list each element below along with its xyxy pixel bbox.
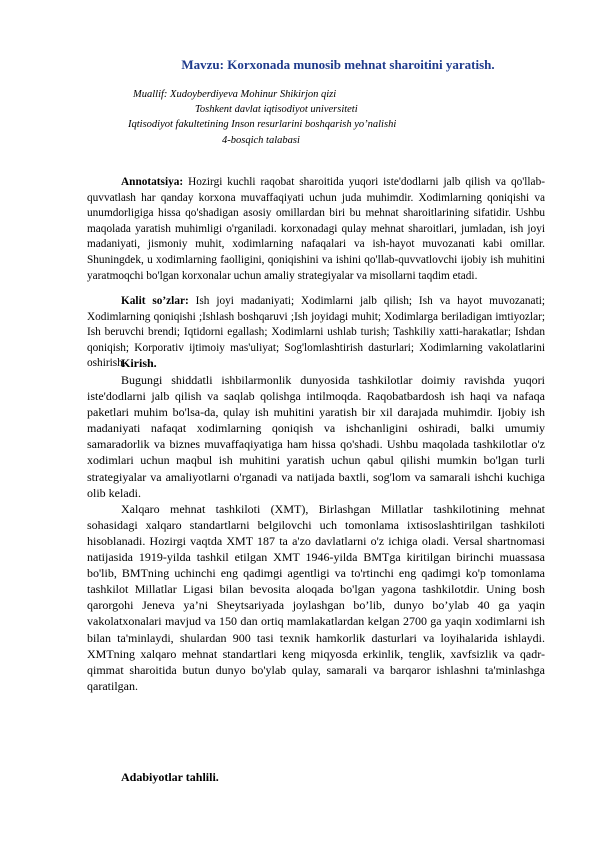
intro-section — [87, 372, 545, 694]
keywords-text: Ish joyi madaniyati; Xodimlarni jalb qilish; Ish va hayot muvozanati; Xodimlarning qoniqishi ;Ishlash boshqaruvi ;Ish joyidagi muhit; Xodimlarga beriladigan imtiyozlar; Ish beruvchi brendi; Iqtidorni egallash; Xodimlarni ushlab turish; Tashkiliy xatti-harakatlar; Ishdan qoniqish; Korporativ ijtimoiy mas'uliyat; Sog'lomlashtirish dasturlari; Xodimlarning vakolatlarini oshirish. — [87, 295, 545, 370]
abstract-paragraph — [87, 175, 545, 284]
abstract-label: Annotatsiya: — [121, 176, 184, 188]
literature-heading: Adabiyotlar tahlili. — [121, 770, 219, 784]
intro-paragraph-2: Xalqaro mehnat tashkiloti (XMT), Birlashgan Millatlar tashkilotining mehnat sohasidagi xalqaro standartlarni belgilovchi uch tomonlama ixtisoslashtirilgan tashkiloti hisoblanadi. Hozirgi vaqtda XMT 187 ta a'zo davlatlarni o'z ichiga oladi. Versal shartnomasi natijasida 1919-yilda tashkil etilgan XMT 1946-yilda BMTga kiritilgan birinchi muassasa bo'lib, BMTning uchinchi eng qadimgi agentligi va to'rtinchi eng qadimgi ko'p tomonlama tashkilot Millatlar Ligasi bilan bevosita aloqada bo'lgan yagona tashkilotdir. Uning bosh qarorgohi Jeneva ya’ni Sheytsariyada joylashgan bo’lib, dunyo bo’ylab 40 ga yaqin vakolatxonalari mavjud va 150 dan ortiq mamlakatlardan kelgan 2700 ga yaqin xodimlarni ish bilan ta'minlaydi, shulardan 900 tasi texnik hamkorlik dasturlari va loyihalarida ishlaydi. XMTning xalqaro mehnat standartlari keng miqyosda erkinlik, tenglik, xavfsizlik va qadr-qimmat sharoitida butun dunyo bo'ylab qulay, samarali va barqaror ishlashni ta'minlashga qaratilgan. — [87, 501, 545, 693]
intro-heading: Kirish. — [121, 356, 157, 370]
author-year: 4-bosqich talabasi — [222, 135, 300, 146]
keywords-label: Kalit so’zlar: — [121, 295, 189, 307]
author-name: Muallif: Xudoyberdiyeva Mohinur Shikirjon qizi — [133, 89, 337, 100]
author-faculty: Iqtisodiyot fakultetining Inson resurlarini boshqarish yo’nalishi — [128, 119, 397, 130]
author-university: Toshkent davlat iqtisodiyot universiteti — [195, 104, 358, 115]
intro-paragraph-1: Bugungi shiddatli ishbilarmonlik dunyosida tashkilotlar doimiy ravishda yuqori iste'dodlarni jalb qilish va saqlab qolishga intilmoqda. Raqobatbardosh ish haqi va nafaqa paketlari muhim bo'lsa-da, qulay ish muhitini yaratish bir xil darajada muhimdir. Ijobiy ish madaniyati nafaqat xodimlarning qoniqish va ishchanligini oshiradi, balki umumiy samaradorlik va biznes muvaffaqiyatiga ham hissa qo'shadi. Ushbu maqolada tashkilotlar o'z xodimlari uchun maqbul ish muhitini yaratish uchun qabul qilishi mumkin bo'lgan turli strategiyalar va amaliyotlarni o'rganadi va natijada baxtli, sog'lom va samarali ishchi kuchiga olib keladi. — [87, 373, 545, 500]
abstract-text: Hozirgi kuchli raqobat sharoitida yuqori iste'dodlarni jalb qilish va qo'llab-quvvatlash har qanday korxona muvaffaqiyati uchun juda muhimdir. Xodimlarning qoniqishi va unumdorligiga hissa qo'shadigan asosiy omillardan biri bu mehnat sharoitlarining sifatidir. Ushbu maqolada yaratish muhimligi o'rganiladi. korxonadagi qulay mehnat sharoitlari, jumladan, ish joyi madaniyati, jismoniy muhit, xodimlarning nafaqalari va ish-hayot muvozanati kabi omillar. Shuningdek, u xodimlarning faolligini, qoniqishini va ishini qo'llab-quvvatlovchi ijobiy ish muhitini yaratmoqchi bo'lgan korxonalar uchun amaliy strategiyalar va misollarni taqdim etadi. — [87, 176, 545, 282]
paper-title: Mavzu: Korxonada munosib mehnat sharoitini yaratish. — [181, 57, 495, 72]
